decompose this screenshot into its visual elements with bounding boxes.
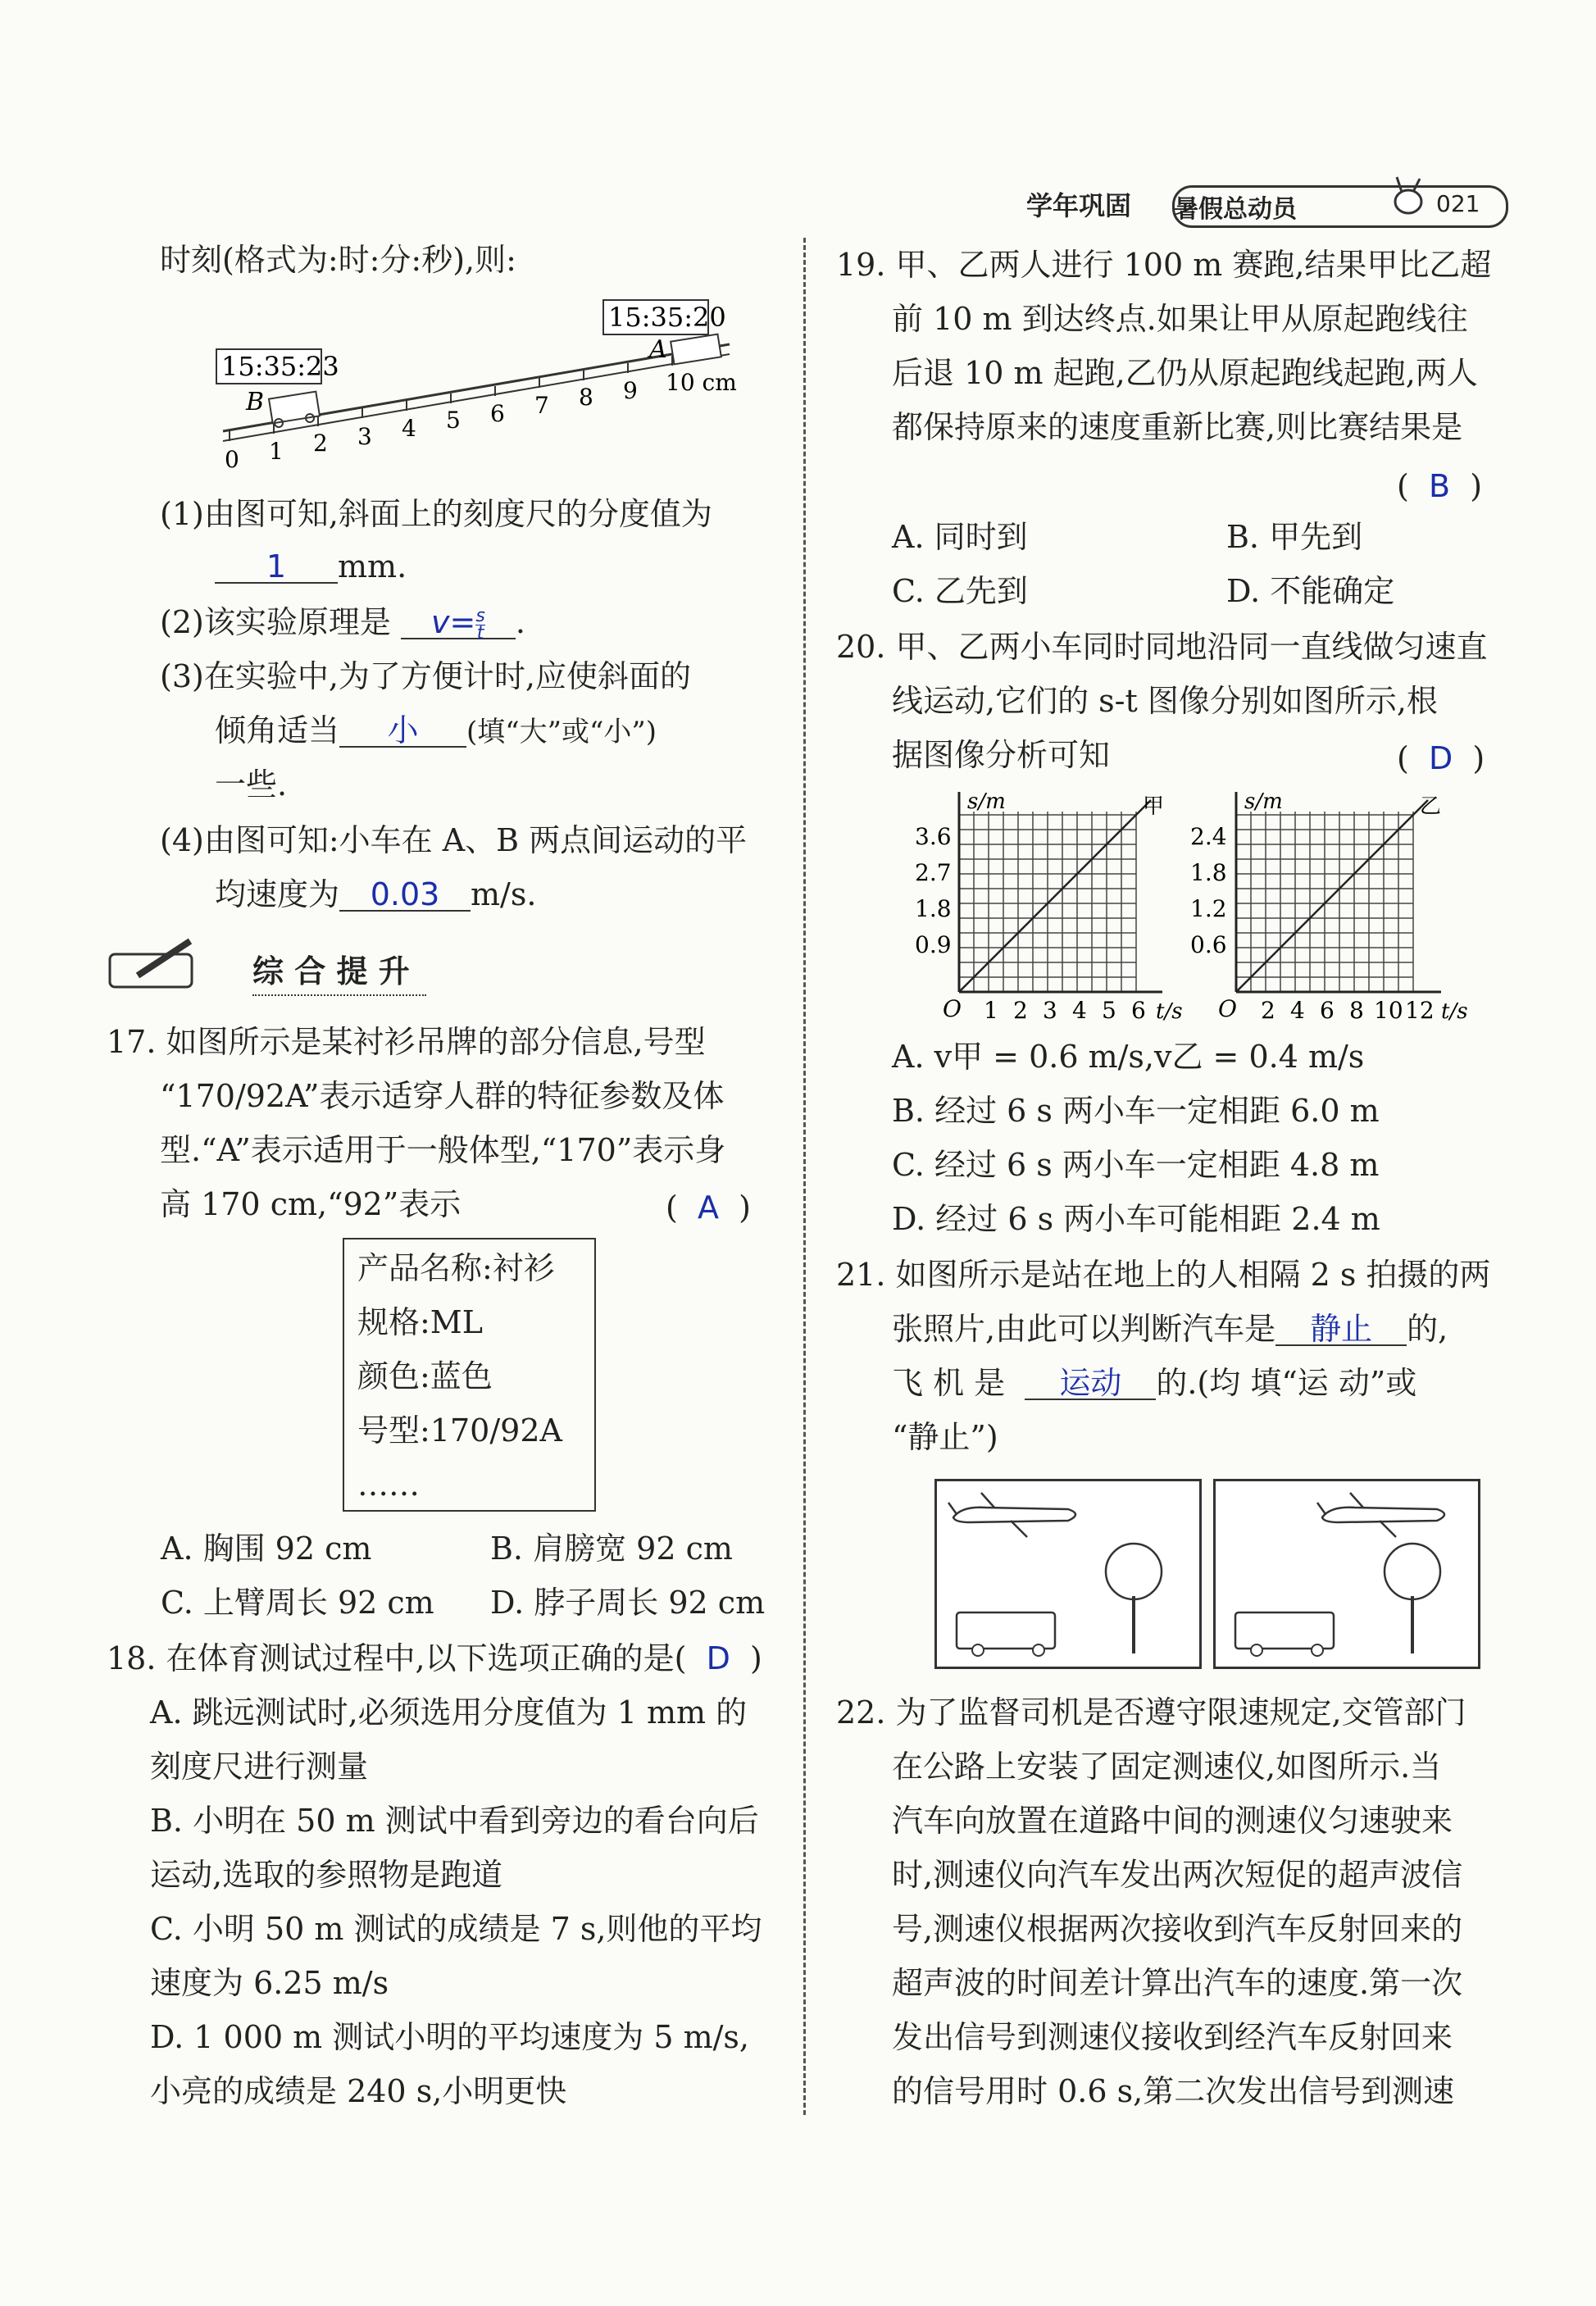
x-tick: 4	[1072, 997, 1087, 1024]
ruler-labels	[225, 369, 737, 473]
y-tick: 1.8	[915, 895, 952, 922]
q17-tag-line: 产品名称:衬衫	[357, 1250, 555, 1286]
q17-answer-paren: ( A )	[666, 1189, 751, 1226]
q17-option: D. 脖子周长 92 cm	[490, 1585, 766, 1621]
q22-line: 22. 为了监督司机是否遵守限速规定,交管部门	[836, 1694, 1466, 1731]
q18-line: A. 跳远测试时,必须选用分度值为 1 mm 的	[150, 1694, 748, 1731]
q20-answer-paren: ( D )	[1397, 740, 1485, 776]
tick-label: 7	[534, 392, 549, 419]
q22-line: 发出信号到测速仪接收到经汽车反射回来	[892, 2019, 1453, 2055]
q19-line: 后退 10 m 起跑,乙仍从原起跑线起跑,两人	[892, 355, 1478, 391]
q22-line: 在公路上安装了固定测速仪,如图所示.当	[892, 1749, 1442, 1785]
tree-icon	[1385, 1544, 1440, 1653]
q20-line: 线运动,它们的 s-t 图像分别如图所示,根	[892, 683, 1438, 719]
y-tick: 3.6	[915, 823, 952, 850]
q21-text: 张照片,由此可以判断汽车是	[892, 1311, 1276, 1347]
q18-text: 18. 在体育测试过程中,以下选项正确的是(	[107, 1640, 687, 1676]
origin-label: O	[1218, 995, 1237, 1022]
graph-yi	[1182, 787, 1494, 1025]
q17-tag-line: 规格:ML	[357, 1304, 483, 1340]
x-tick: 3	[1043, 997, 1057, 1024]
line-jia	[959, 800, 1151, 992]
q16-4-unit: m/s.	[471, 876, 537, 912]
cart-a	[671, 334, 721, 365]
q16-2-text: (2)该实验原理是	[160, 604, 391, 640]
q17-line1: 17. 如图所示是某衬衫吊牌的部分信息,号型	[107, 1024, 706, 1060]
y-tick: 0.6	[1190, 931, 1227, 958]
q18-line: 速度为 6.25 m/s	[150, 1965, 389, 2001]
q20-line: 据图像分析可知	[892, 737, 1111, 773]
q20-line: 20. 甲、乙两小车同时同地沿同一直线做匀速直	[836, 629, 1488, 665]
q16-1-answer: 1	[266, 548, 287, 584]
q21-line2	[892, 1302, 1448, 1356]
q21-text-end: 的,	[1407, 1311, 1448, 1347]
q16-1: (1)由图可知,斜面上的刻度尺的分度值为	[160, 496, 712, 532]
label-a: A	[649, 335, 667, 364]
photo-2	[1213, 1479, 1480, 1669]
q16-2-s: s	[475, 606, 485, 626]
q16-3-text: 倾角适当	[215, 712, 340, 748]
q20-option: B. 经过 6 s 两小车一定相距 6.0 m	[892, 1093, 1380, 1129]
tick-label: 5	[446, 407, 461, 434]
photo-1	[934, 1479, 1202, 1669]
tick-label: 1	[269, 438, 284, 465]
x-tick: 6	[1131, 997, 1146, 1024]
x-tick: 5	[1102, 997, 1116, 1024]
q17-option: B. 肩膀宽 92 cm	[490, 1531, 733, 1567]
q18-line: C. 小明 50 m 测试的成绩是 7 s,则他的平均	[150, 1911, 762, 1947]
q17-line2: “170/92A”表示适穿人群的特征参数及体	[160, 1078, 725, 1114]
tick-label: 2	[313, 430, 328, 457]
page-number: 021	[1436, 190, 1480, 217]
q16-2-blank	[401, 602, 516, 644]
x-axis-label: t/s	[1441, 999, 1468, 1024]
x-tick: 8	[1349, 997, 1364, 1024]
bus-icon	[1235, 1612, 1334, 1656]
tick-label: 8	[579, 384, 593, 411]
label-b: B	[246, 388, 265, 416]
q20-answer: D	[1428, 740, 1453, 776]
q19-line: 前 10 m 到达终点.如果让甲从原起跑线往	[892, 301, 1468, 337]
x-tick: 6	[1320, 997, 1335, 1024]
q16-2: (2)该实验原理是 v= $\frac{s}{t}$ .	[160, 595, 525, 649]
airplane-icon	[948, 1493, 1075, 1537]
y-axis-label: s/m	[1244, 789, 1283, 814]
tick-label: 0	[225, 446, 239, 473]
q17-option: C. 上臂周长 92 cm	[161, 1585, 434, 1621]
q18-line: D. 1 000 m 测试小明的平均速度为 5 m/s,	[150, 2019, 750, 2055]
cart-b	[269, 392, 320, 427]
x-tick: 2	[1013, 997, 1028, 1024]
q21-text-3: 的.(均 填“运 动”或	[1156, 1365, 1417, 1401]
tick-label: 9	[623, 377, 638, 404]
q21-line3	[892, 1356, 1416, 1410]
q21-line4: “静止”)	[892, 1419, 998, 1455]
y-tick: 1.8	[1190, 859, 1227, 886]
q16-3-line2	[215, 703, 657, 759]
q16-4-answer: 0.03	[370, 876, 440, 912]
q17-option: A. 胸围 92 cm	[161, 1531, 372, 1567]
y-tick: 2.4	[1190, 823, 1227, 850]
q16-incline-figure	[213, 295, 746, 475]
q16-2-eq: =	[449, 604, 476, 640]
q16-3-hint: (填“大”或“小”)	[466, 716, 657, 748]
q19-line: 19. 甲、乙两人进行 100 m 赛跑,结果甲比乙超	[836, 247, 1492, 283]
q17-line4: 高 170 cm,“92”表示	[160, 1186, 462, 1222]
q17-tag-line: ……	[357, 1467, 420, 1503]
tick-label: 10 cm	[666, 369, 737, 396]
q20-option: C. 经过 6 s 两小车一定相距 4.8 m	[892, 1147, 1380, 1183]
q18-line: B. 小明在 50 m 测试中看到旁边的看台向后	[150, 1803, 759, 1839]
column-divider	[803, 238, 806, 2115]
tick-label: 3	[357, 423, 372, 450]
q17-tag-line: 号型:170/92A	[357, 1412, 562, 1449]
x-tick: 2	[1261, 997, 1275, 1024]
q16-3: (3)在实验中,为了方便计时,应使斜面的	[160, 658, 691, 694]
y-axis-label: s/m	[967, 789, 1006, 814]
q16-4-line2	[215, 867, 536, 921]
x-tick: 10	[1374, 997, 1403, 1024]
q16-3-answer: 小	[387, 712, 419, 748]
q17-line3: 型.“A”表示适用于一般体型,“170”表示身	[160, 1132, 726, 1168]
x-tick: 12	[1405, 997, 1435, 1024]
x-tick: 4	[1290, 997, 1305, 1024]
q16-3-line3: 一些.	[215, 766, 288, 803]
q18-line: 刻度尺进行测量	[150, 1749, 369, 1785]
q19-option: B. 甲先到	[1226, 519, 1363, 555]
q16-2-v: v	[431, 604, 450, 640]
line-yi	[1236, 800, 1428, 992]
bus-icon	[957, 1612, 1055, 1656]
q22-line: 号,测速仪根据两次接收到汽车反射回来的	[892, 1911, 1463, 1947]
x-tick: 1	[984, 997, 998, 1024]
q20-option: D. 经过 6 s 两小车可能相距 2.4 m	[892, 1201, 1380, 1237]
timer-a-text: 15:35:20	[608, 302, 726, 333]
q22-line: 超声波的时间差计算出汽车的速度.第一次	[892, 1965, 1463, 2001]
y-tick: 1.2	[1190, 895, 1227, 922]
x-axis-label: t/s	[1156, 999, 1183, 1024]
q19-option: A. 同时到	[892, 519, 1028, 555]
header-series: 暑假总动员	[1174, 195, 1297, 224]
q21-answer-2: 运动	[1059, 1365, 1122, 1401]
tick-label: 4	[402, 415, 416, 442]
q22-line: 汽车向放置在道路中间的测速仪匀速驶来	[892, 1803, 1453, 1839]
tick-label: 6	[490, 400, 505, 427]
q16-4: (4)由图可知:小车在 A、B 两点间运动的平	[160, 822, 748, 858]
q16-intro: 时刻(格式为:时:分:秒),则:	[160, 242, 516, 278]
origin-label: O	[943, 995, 962, 1022]
section-title: 综 合 提 升	[252, 946, 426, 996]
series-label-yi: 乙	[1420, 794, 1442, 819]
q16-1-line2	[215, 539, 407, 594]
q18-line: 运动,选取的参照物是跑道	[150, 1857, 503, 1893]
q21-text-2: 飞 机 是	[892, 1365, 1006, 1401]
airplane-icon	[1317, 1493, 1444, 1537]
q16-4-text: 均速度为	[215, 876, 340, 912]
graph-jia	[910, 787, 1205, 1025]
q18-stem: 18. 在体育测试过程中,以下选项正确的是( D )	[107, 1640, 762, 1676]
mascot-icon	[1387, 174, 1430, 220]
y-tick: 0.9	[915, 931, 952, 958]
q19-option: C. 乙先到	[892, 573, 1028, 609]
section-pencil-icon	[105, 935, 203, 992]
series-label-jia: 甲	[1143, 794, 1165, 819]
q19-option: D. 不能确定	[1226, 573, 1395, 609]
q22-line: 时,测速仪向汽车发出两次短促的超声波信	[892, 1857, 1463, 1893]
q16-1-unit: mm.	[338, 548, 407, 584]
tree-icon	[1106, 1544, 1162, 1653]
y-tick: 2.7	[915, 859, 952, 886]
q17-tag-line: 颜色:蓝色	[357, 1358, 493, 1394]
q18-answer: D	[706, 1640, 730, 1676]
q19-line: 都保持原来的速度重新比赛,则比赛结果是	[892, 409, 1463, 445]
q18-line: 小亮的成绩是 240 s,小明更快	[150, 2073, 567, 2109]
q21-answer-1: 静止	[1310, 1311, 1373, 1347]
timer-b-text: 15:35:23	[221, 351, 339, 382]
q16-2-t: t	[476, 623, 484, 644]
q21-line1: 21. 如图所示是站在地上的人相隔 2 s 拍摄的两	[836, 1257, 1491, 1293]
q19-answer: B	[1428, 468, 1451, 504]
q17-answer: A	[697, 1189, 719, 1226]
header-title: 学年巩固	[1026, 190, 1132, 221]
q22-line: 的信号用时 0.6 s,第二次发出信号到测速	[892, 2073, 1455, 2109]
q19-answer-paren: ( B )	[1397, 468, 1483, 504]
q20-option: A. v甲 = 0.6 m/s,v乙 = 0.4 m/s	[892, 1039, 1365, 1075]
